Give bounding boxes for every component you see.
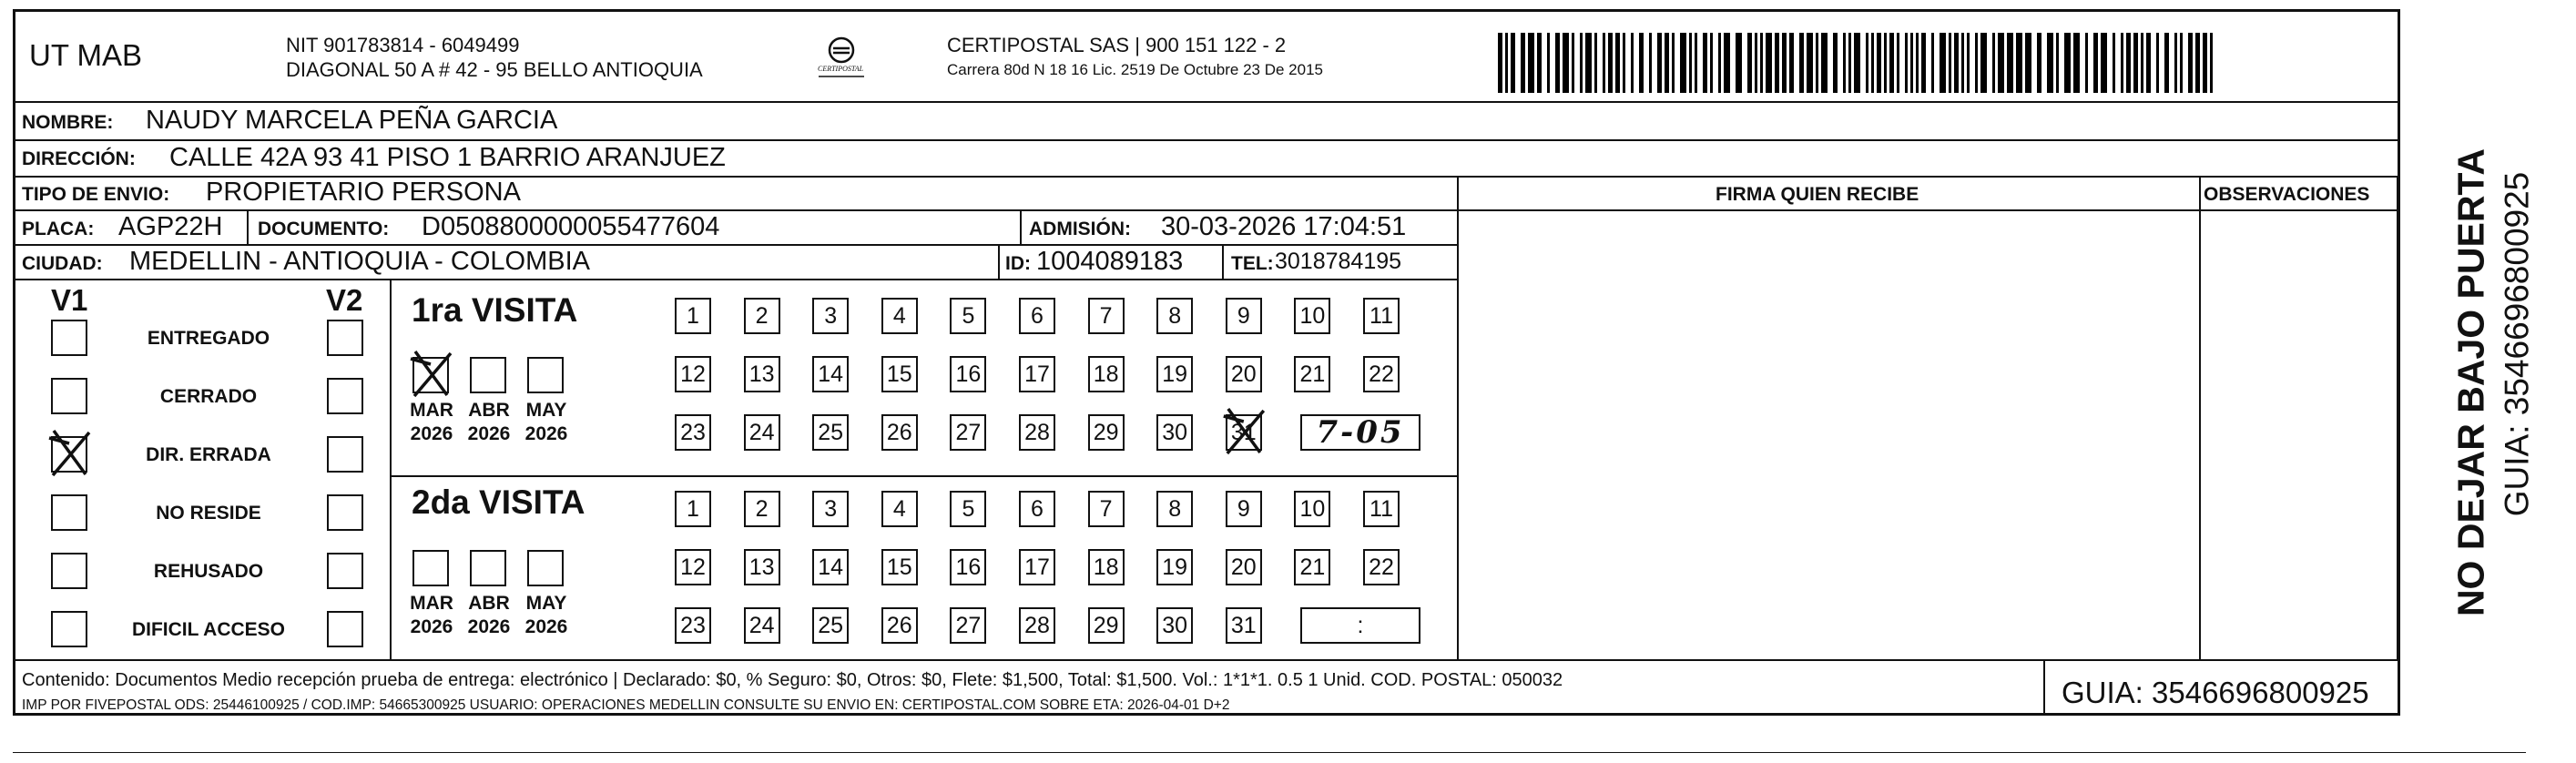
visit2-day-box[interactable]: 19: [1156, 549, 1193, 585]
visit1-day-box[interactable]: 13: [744, 356, 780, 392]
visit1-day-box[interactable]: 19: [1156, 356, 1193, 392]
visit2-day-box[interactable]: 23: [675, 607, 711, 644]
visit1-day-box[interactable]: 6: [1019, 298, 1055, 334]
divider: [13, 279, 1457, 280]
tel-label: TEL:: [1231, 253, 1274, 274]
visit2-day-box[interactable]: 15: [881, 549, 918, 585]
visit2-day-box[interactable]: 10: [1294, 491, 1330, 527]
visit2-day-box[interactable]: 8: [1156, 491, 1193, 527]
side-guia: GUIA: 3546696800925: [2498, 171, 2536, 517]
tel-value: 3018784195: [1275, 249, 1402, 274]
divider: [2397, 176, 2398, 659]
observaciones-header: OBSERVACIONES: [2204, 184, 2370, 205]
admision-value: 30-03-2026 17:04:51: [1161, 212, 1407, 241]
v2-checkbox-cerrado[interactable]: [327, 378, 363, 414]
visit2-day-box[interactable]: 6: [1019, 491, 1055, 527]
visit1-month-label: MAR: [410, 400, 453, 421]
visit2-year-label: 2026: [524, 616, 568, 637]
visit2-month-checkbox-mar[interactable]: [412, 550, 449, 586]
visit1-day-box[interactable]: 5: [950, 298, 986, 334]
visit2-day-box[interactable]: 27: [950, 607, 986, 644]
visit1-day-box[interactable]: 26: [881, 414, 918, 451]
sender-name: UT MAB: [29, 38, 143, 72]
divider: [13, 244, 1457, 246]
visit2-year-label: 2026: [410, 616, 453, 637]
v2-checkbox-dificil-acceso[interactable]: [327, 611, 363, 647]
visit1-day-box[interactable]: 14: [812, 356, 849, 392]
visit1-day-box[interactable]: 1: [675, 298, 711, 334]
divider: [2199, 176, 2201, 659]
direccion-value: CALLE 42A 93 41 PISO 1 BARRIO ARANJUEZ: [169, 143, 726, 172]
documento-label: DOCUMENTO:: [258, 219, 390, 239]
visit1-day-box[interactable]: 4: [881, 298, 918, 334]
placa-value: AGP22H: [118, 212, 223, 241]
divider: [998, 244, 1000, 279]
divider: [390, 279, 392, 659]
visit1-day-box[interactable]: 24: [744, 414, 780, 451]
divider: [247, 209, 249, 244]
visit1-month-checkbox-mar[interactable]: [412, 357, 449, 393]
visit2-month-label: ABR: [468, 593, 510, 614]
visit2-day-box[interactable]: 17: [1019, 549, 1055, 585]
divider: [2043, 659, 2045, 716]
divider: [13, 659, 2400, 661]
visit2-month-label: MAR: [410, 593, 453, 614]
visit1-day-box[interactable]: 16: [950, 356, 986, 392]
carrier-name: CERTIPOSTAL SAS | 900 151 122 - 2: [947, 34, 1287, 56]
sender-address: DIAGONAL 50 A # 42 - 95 BELLO ANTIOQUIA: [286, 58, 703, 81]
divider: [390, 475, 1457, 477]
visit1-day-box[interactable]: 12: [675, 356, 711, 392]
id-label: ID:: [1005, 253, 1031, 274]
visit2-day-box[interactable]: 2: [744, 491, 780, 527]
visit1-day-box[interactable]: 11: [1363, 298, 1400, 334]
footer-imp: IMP POR FIVEPOSTAL ODS: 25446100925 / COD.IMP: 54665300925 USUARIO: OPERACIONES MEDELLIN CONSULTE SU ENVIO EN: CERTIPOSTAL.COM SOBRE ETA: 2026-04-01 D+2: [22, 697, 1230, 713]
v2-checkbox-dir-errada[interactable]: [327, 436, 363, 473]
visit2-time-box[interactable]: :: [1300, 607, 1420, 644]
visit2-month-label: MAY: [525, 593, 567, 614]
v1-checkbox-dificil-acceso[interactable]: [51, 611, 87, 647]
logo-text: CERTIPOSTAL: [818, 65, 864, 73]
status-label-cerrado: CERRADO: [159, 386, 258, 407]
visit1-day-box[interactable]: 17: [1019, 356, 1055, 392]
scan-edge: [13, 752, 2526, 753]
visit1-day-box[interactable]: 9: [1226, 298, 1262, 334]
visit1-time-box[interactable]: 7-05: [1300, 414, 1420, 451]
visit1-day-box[interactable]: 21: [1294, 356, 1330, 392]
visit1-day-box[interactable]: 20: [1226, 356, 1262, 392]
visit1-title: 1ra VISITA: [412, 291, 578, 329]
status-label-dir-errada: DIR. ERRADA: [146, 444, 271, 465]
visit2-year-label: 2026: [467, 616, 511, 637]
v1-checkbox-no-reside[interactable]: [51, 494, 87, 531]
admision-label: ADMISIÓN:: [1029, 219, 1131, 239]
v1-checkbox-dir-errada[interactable]: [51, 436, 87, 473]
tipo-envio-label: TIPO DE ENVIO:: [22, 184, 170, 205]
visit1-year-label: 2026: [524, 423, 568, 444]
divider: [13, 101, 2400, 103]
v1-header: V1: [51, 283, 88, 317]
visit2-day-box[interactable]: 7: [1088, 491, 1125, 527]
id-value: 1004089183: [1036, 247, 1184, 276]
visit2-day-box[interactable]: 1: [675, 491, 711, 527]
visit1-day-box[interactable]: 3: [812, 298, 849, 334]
visit2-day-box[interactable]: 12: [675, 549, 711, 585]
visit2-day-box[interactable]: 28: [1019, 607, 1055, 644]
side-warning: NO DEJAR BAJO PUERTA: [2449, 148, 2492, 617]
ciudad-value: MEDELLIN - ANTIOQUIA - COLOMBIA: [129, 247, 590, 276]
visit1-day-box[interactable]: 29: [1088, 414, 1125, 451]
visit2-day-box[interactable]: 13: [744, 549, 780, 585]
visit2-day-box[interactable]: 20: [1226, 549, 1262, 585]
visit1-day-box[interactable]: 7: [1088, 298, 1125, 334]
visit2-day-box[interactable]: 14: [812, 549, 849, 585]
divider: [13, 209, 2400, 211]
visit2-day-box[interactable]: 29: [1088, 607, 1125, 644]
visit2-day-box[interactable]: 24: [744, 607, 780, 644]
visit2-day-box[interactable]: 21: [1294, 549, 1330, 585]
visit2-day-box[interactable]: 18: [1088, 549, 1125, 585]
firma-header: FIRMA QUIEN RECIBE: [1716, 184, 1919, 205]
visit2-day-box[interactable]: 22: [1363, 549, 1400, 585]
visit1-month-label: MAY: [525, 400, 567, 421]
visit2-day-box[interactable]: 11: [1363, 491, 1400, 527]
visit1-day-box[interactable]: 2: [744, 298, 780, 334]
divider: [1457, 176, 1459, 659]
visit2-day-box[interactable]: 16: [950, 549, 986, 585]
ciudad-label: CIUDAD:: [22, 253, 103, 274]
nombre-value: NAUDY MARCELA PEÑA GARCIA: [146, 106, 558, 135]
visit1-month-checkbox-abr[interactable]: [470, 357, 506, 393]
visit2-day-box[interactable]: 31: [1226, 607, 1262, 644]
v2-checkbox-rehusado[interactable]: [327, 553, 363, 589]
visit2-month-checkbox-abr[interactable]: [470, 550, 506, 586]
v2-header: V2: [326, 283, 363, 317]
v2-checkbox-entregado[interactable]: [327, 320, 363, 356]
visit1-day-box[interactable]: 23: [675, 414, 711, 451]
visit1-day-box[interactable]: 27: [950, 414, 986, 451]
status-label-entregado: ENTREGADO: [147, 328, 270, 349]
footer-content: Contenido: Documentos Medio recepción prueba de entrega: electrónico | Declarado: $0, % Seguro: $0, Otros: $0, Flete: $1,500, Total: $1,500. Vol.: 1*1*1. 0.5 1 Unid. COD. POSTAL: 050032: [22, 670, 1563, 690]
carrier-license: Carrera 80d N 18 16 Lic. 2519 De Octubre 23 De 2015: [947, 61, 1323, 78]
visit1-day-box[interactable]: 31: [1226, 414, 1262, 451]
visit2-day-box[interactable]: 25: [812, 607, 849, 644]
visit1-year-label: 2026: [410, 423, 453, 444]
v1-checkbox-entregado[interactable]: [51, 320, 87, 356]
visit1-day-box[interactable]: 25: [812, 414, 849, 451]
v1-checkbox-rehusado[interactable]: [51, 553, 87, 589]
direccion-label: DIRECCIÓN:: [22, 148, 136, 169]
visit2-title: 2da VISITA: [412, 483, 585, 521]
divider: [13, 139, 2400, 141]
visit1-day-box[interactable]: 28: [1019, 414, 1055, 451]
status-label-no-reside: NO RESIDE: [156, 503, 261, 524]
v2-checkbox-no-reside[interactable]: [327, 494, 363, 531]
status-label-dificil-acceso: DIFICIL ACCESO: [131, 619, 285, 640]
visit1-month-label: ABR: [468, 400, 510, 421]
divider: [1020, 209, 1022, 244]
documento-value: D0508800000055477604: [422, 212, 720, 241]
footer-guia: GUIA: 3546696800925: [2062, 676, 2369, 709]
visit1-day-box[interactable]: 18: [1088, 356, 1125, 392]
nombre-label: NOMBRE:: [22, 112, 114, 133]
visit2-day-box[interactable]: 3: [812, 491, 849, 527]
divider: [1222, 244, 1224, 279]
visit2-day-box[interactable]: 30: [1156, 607, 1193, 644]
visit1-day-box[interactable]: 8: [1156, 298, 1193, 334]
visit1-month-checkbox-may[interactable]: [527, 357, 564, 393]
visit2-day-box[interactable]: 26: [881, 607, 918, 644]
visit2-day-box[interactable]: 4: [881, 491, 918, 527]
visit2-day-box[interactable]: 9: [1226, 491, 1262, 527]
v1-checkbox-cerrado[interactable]: [51, 378, 87, 414]
placa-label: PLACA:: [22, 219, 95, 239]
status-label-rehusado: REHUSADO: [153, 561, 264, 582]
visit1-day-box[interactable]: 22: [1363, 356, 1400, 392]
visit2-month-checkbox-may[interactable]: [527, 550, 564, 586]
visit2-day-box[interactable]: 5: [950, 491, 986, 527]
visit1-day-box[interactable]: 10: [1294, 298, 1330, 334]
visit1-day-box[interactable]: 15: [881, 356, 918, 392]
visit1-year-label: 2026: [467, 423, 511, 444]
sender-nit: NIT 901783814 - 6049499: [286, 34, 520, 56]
visit1-day-box[interactable]: 30: [1156, 414, 1193, 451]
tipo-envio-value: PROPIETARIO PERSONA: [206, 178, 521, 207]
